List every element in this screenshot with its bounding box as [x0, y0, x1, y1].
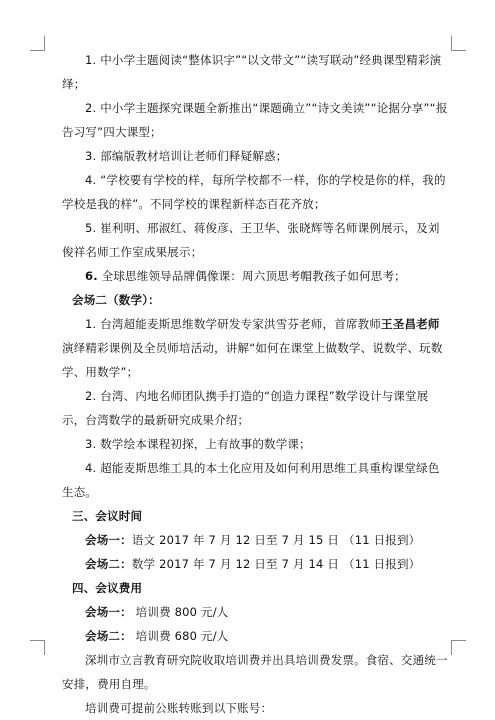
item-number: 3.: [85, 149, 97, 163]
item-number: 3.: [85, 437, 97, 451]
schedule-text: 数学 2017 年 7 月 12 日至 7 月 14 日 （11 日报到）: [131, 557, 421, 571]
item-number: 4.: [85, 173, 97, 187]
list-item: [62, 456, 448, 504]
item-text: 中小学主题探究课题全新推出“课题确立”“诗文美读”“论据分享”“报告习写”四大课型；: [62, 101, 448, 139]
item-number: 4.: [85, 461, 97, 475]
item-text: 崔利明、邢淑红、蒋俊彦、王卫华、张晓辉等名师课例展示，及刘俊祥名师工作室成果展示；: [62, 221, 440, 259]
fee-note: 深圳市立言教育研究院收取培训费并出具培训费发票。食宿、交通统一安排，费用自理。: [62, 653, 448, 691]
fee-text: 培训费 680 元/人: [135, 629, 229, 643]
item-text: 超能麦斯思维工具的本土化应用及如何利用思维工具重构课堂绿色生态。: [62, 461, 440, 499]
item-text: 台湾超能麦斯思维数学研发专家洪雪芬老师，首席教师: [100, 317, 382, 331]
list-item: [62, 144, 448, 168]
fee-row: [62, 624, 448, 648]
item-number: 1.: [85, 317, 97, 331]
schedule-row: [62, 552, 448, 576]
item-number: 5.: [85, 221, 97, 235]
item-number: 1.: [85, 53, 97, 67]
list-item: [62, 48, 448, 96]
fee-row: [62, 600, 448, 624]
item-text: 数学绘本课程初探，上有故事的数学课；: [100, 437, 311, 451]
item-text: 部编版教材培训让老师们释疑解惑；: [100, 149, 288, 163]
list-item: [62, 264, 448, 288]
list-item: [62, 168, 448, 216]
payment-note: 培训费可提前公账转账到以下账号：: [85, 701, 273, 715]
item-text: 全球思维领导品牌偶像课：周六顶思考帽教孩子如何思考；: [101, 269, 406, 283]
item-number: 2.: [85, 101, 97, 115]
schedule-text: 语文 2017 年 7 月 12 日至 7 月 15 日 （11 日报到）: [131, 533, 421, 547]
crop-mark-bottom-left: [30, 640, 45, 655]
venue2-heading: 会场二（数学）：: [72, 293, 160, 307]
teacher-name: 王圣昌老师: [381, 317, 440, 331]
section-title-time: 三、会议时间: [72, 509, 143, 523]
document-body: [62, 48, 448, 720]
item-text: 台湾、内地名师团队携手打造的“创造力课程”数学设计与课堂展示，台湾数学的最新研究成果介绍；: [62, 389, 429, 427]
schedule-label: 会场二：: [85, 557, 132, 571]
list-item: [62, 96, 448, 144]
crop-mark-top-right: [451, 36, 466, 51]
item-text: “学校要有学校的样，每所学校都不一样，你的学校是你的样，我的学校是我的样”。不同学校的课程新样态百花齐放；: [62, 173, 446, 211]
section-title-fee: 四、会议费用: [72, 581, 143, 595]
item-text: 演绎精彩课例及全员师培活动，讲解“如何在课堂上做数学、说数学、玩数学、用数学”；: [62, 341, 443, 379]
item-number: 6.: [85, 269, 98, 283]
list-item: [62, 384, 448, 432]
list-item: [62, 312, 448, 384]
schedule-label: 会场一：: [85, 533, 132, 547]
list-item: [62, 216, 448, 264]
fee-label: 会场一：: [85, 605, 132, 619]
fee-label: 会场二：: [85, 629, 132, 643]
schedule-row: [62, 528, 448, 552]
item-number: 2.: [85, 389, 97, 403]
item-text: 中小学主题阅读“整体识字”“以文带文”“读写联动”经典课型精彩演绎；: [62, 53, 442, 91]
crop-mark-top-left: [30, 36, 45, 51]
fee-text: 培训费 800 元/人: [135, 605, 229, 619]
crop-mark-bottom-right: [451, 640, 466, 655]
list-item: [62, 432, 448, 456]
